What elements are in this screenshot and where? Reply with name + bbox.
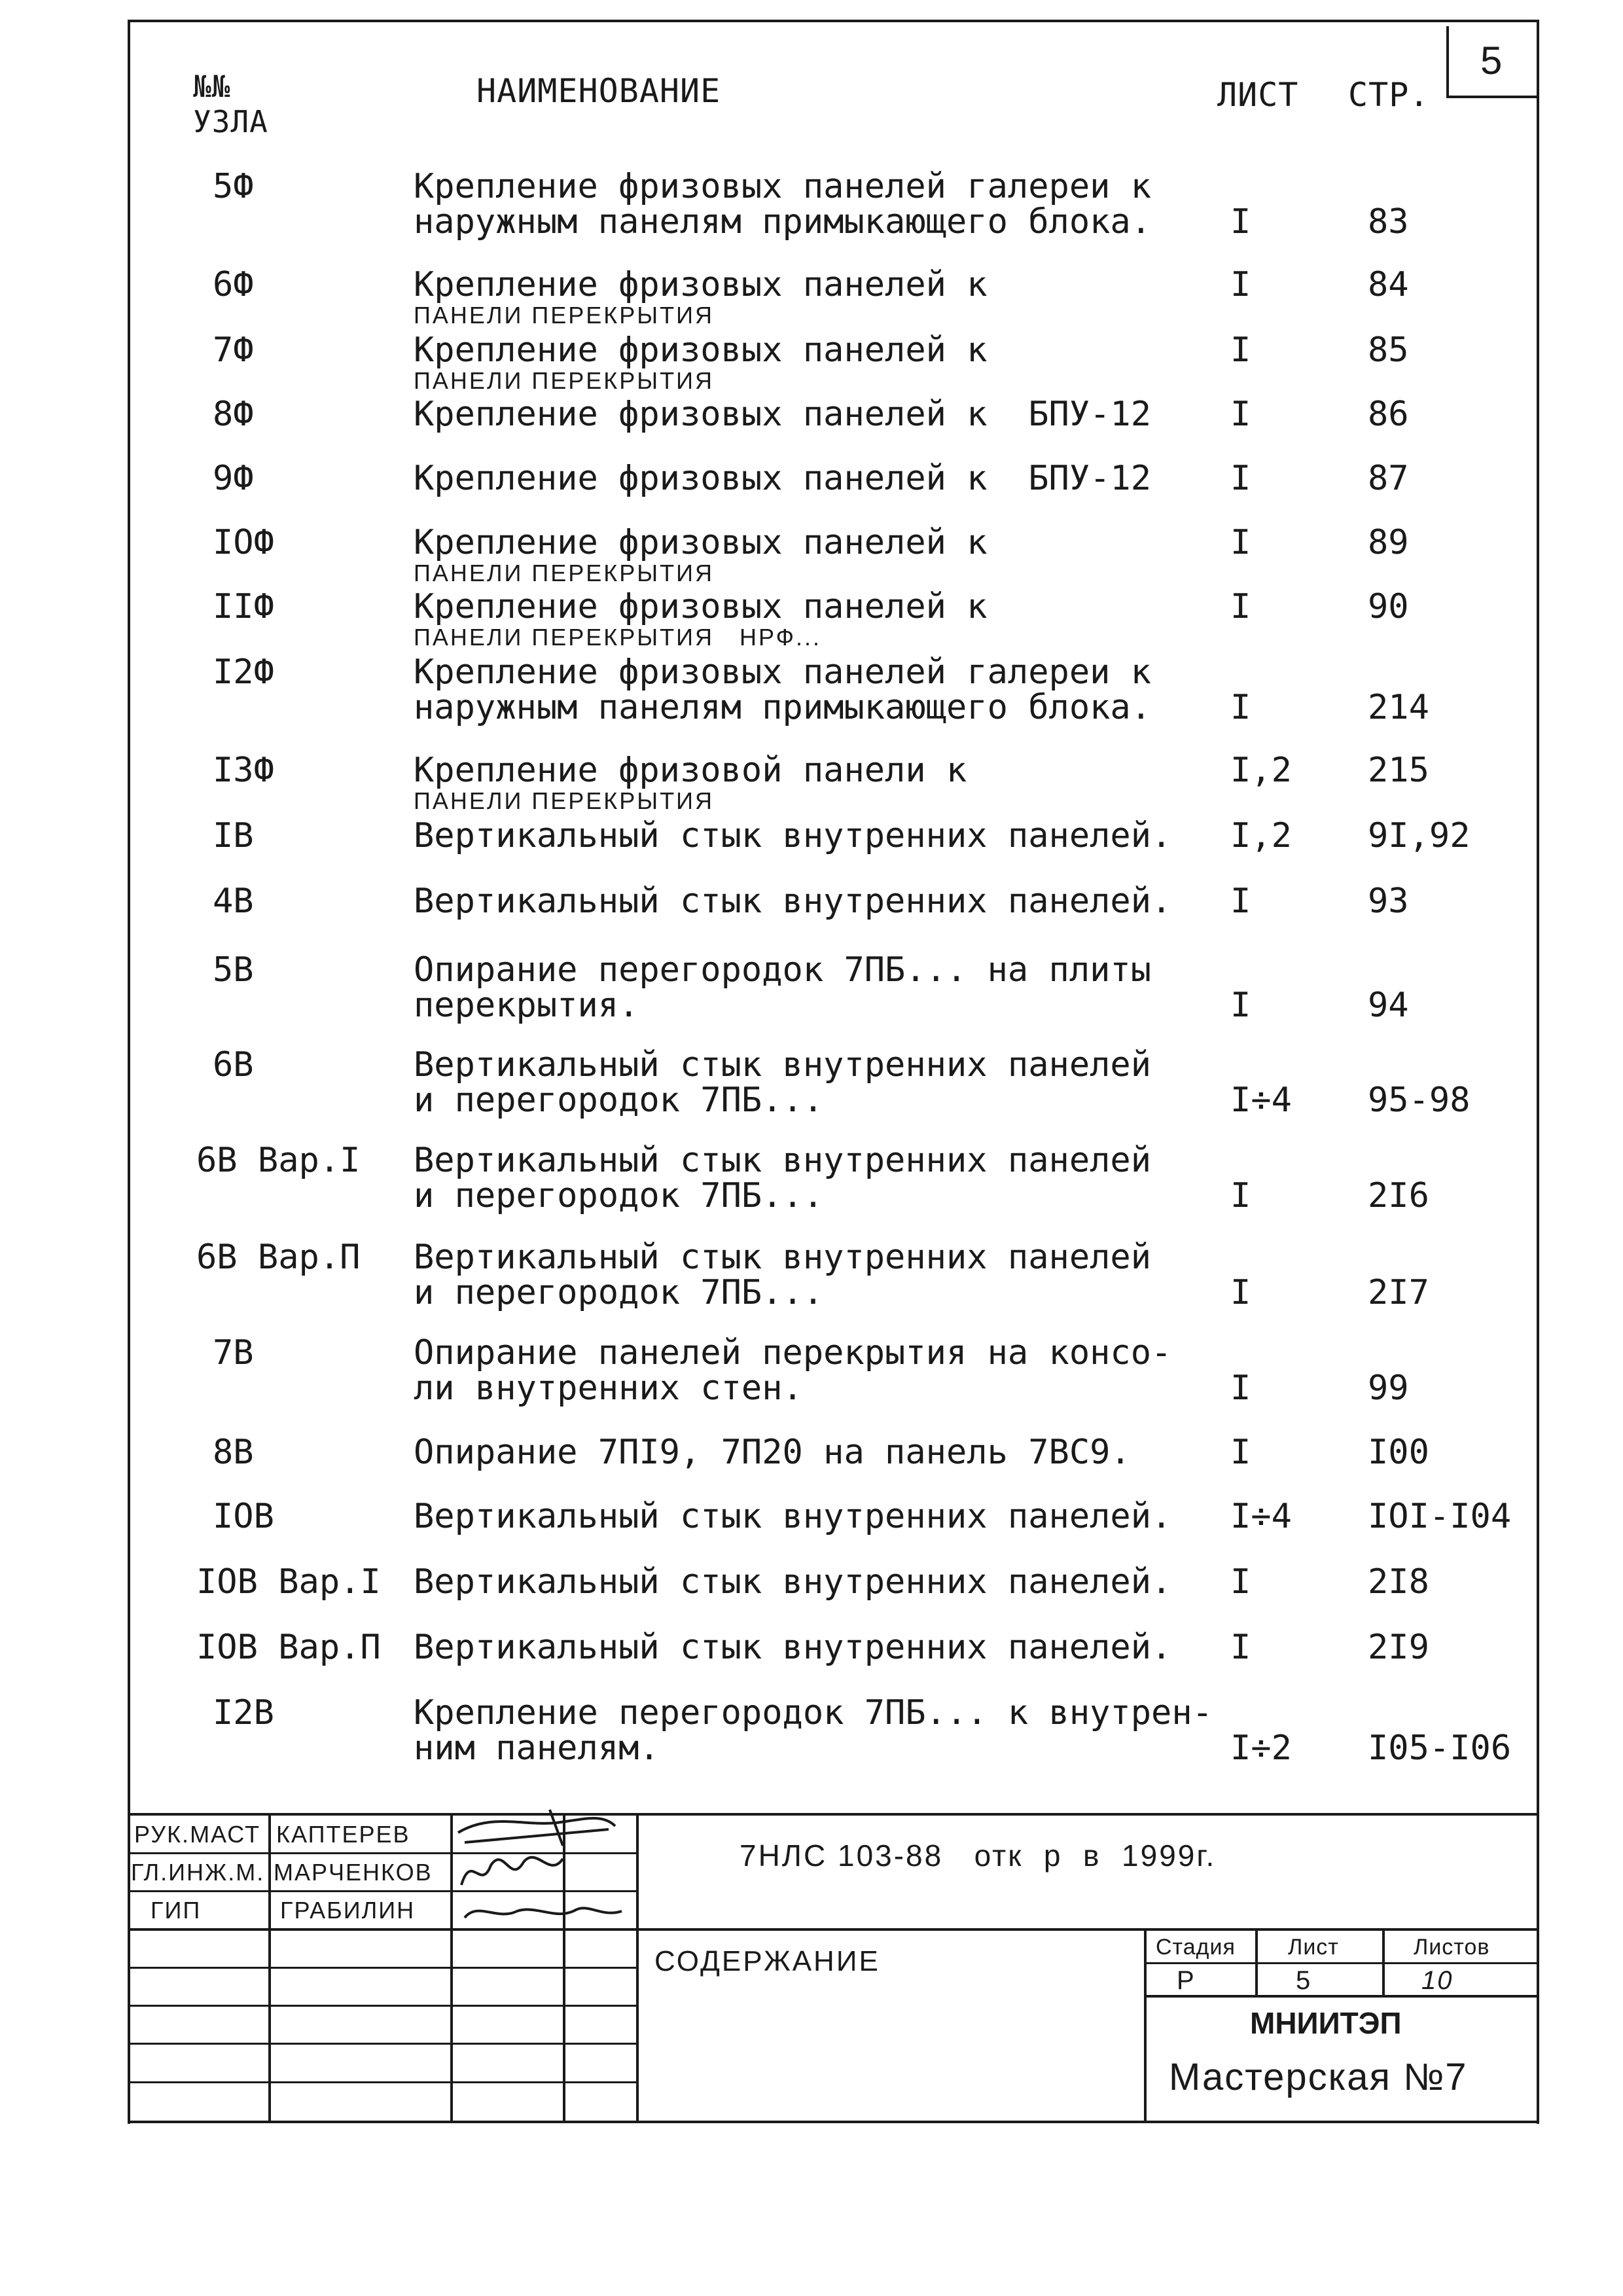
node-code: 6В Вар.I <box>196 1141 361 1180</box>
page-ref: 2I6 <box>1368 1176 1429 1215</box>
node-name-text: Вертикальный стык внутренних панелей и перегородок 7ПБ... <box>414 1045 1152 1120</box>
node-name <box>414 1335 1219 1406</box>
sheet-count: I <box>1230 1433 1251 1472</box>
node-code: 9Ф <box>213 459 254 498</box>
node-name-text: Крепление фризовых панелей галереи к наружным панелям примыкающего блока. <box>414 653 1152 727</box>
node-code: IОВ Вар.I <box>196 1562 381 1602</box>
header-node-number: №№ УЗЛА <box>193 69 268 139</box>
signature-1 <box>458 1810 615 1846</box>
node-name <box>414 525 1219 586</box>
page-number: 5 <box>1480 39 1505 82</box>
tb-row-line <box>128 2005 636 2007</box>
node-note: ПАНЕЛИ ПЕРЕКРЫТИЯ <box>414 367 715 394</box>
sheet-count: I <box>1230 587 1251 626</box>
node-code: 6В <box>213 1045 254 1085</box>
tb-stage-line <box>1144 1962 1537 1964</box>
sheet-count: I <box>1230 1176 1251 1215</box>
sheet-count: I <box>1230 202 1251 242</box>
page-ref: IOI-I04 <box>1368 1497 1512 1536</box>
table-row <box>0 655 1623 759</box>
table-row <box>0 1047 1623 1152</box>
organization-name: МНИИТЭП <box>1250 2006 1402 2040</box>
node-name-text: Опирание панелей перекрытия на консо- ли внутренних стен. <box>414 1333 1172 1408</box>
page-ref: 85 <box>1368 331 1409 370</box>
node-code: 7В <box>213 1333 254 1372</box>
node-name <box>414 397 1219 432</box>
sheets-value: 10 <box>1421 1966 1454 1995</box>
tb-name-3: ГРАБИЛИН <box>280 1897 416 1924</box>
node-name-text: Крепление фризовой панели к <box>414 751 967 790</box>
tb-name-2: МАРЧЕНКОВ <box>274 1859 433 1886</box>
tb-row-line <box>128 2081 636 2083</box>
sheet-count: I <box>1230 1628 1251 1667</box>
page-number-box <box>1446 26 1537 98</box>
sheet-count: I <box>1230 395 1251 434</box>
node-note: ПАНЕЛИ ПЕРЕКРЫТИЯ НРФ... <box>414 624 822 651</box>
node-name <box>414 169 1219 240</box>
page-ref: 86 <box>1368 395 1409 434</box>
node-name-text: Крепление фризовых панелей к <box>414 265 988 304</box>
sheet-count: I <box>1230 265 1251 304</box>
node-code: 8Ф <box>213 395 254 434</box>
page-ref: 94 <box>1368 986 1409 1025</box>
node-code: IIФ <box>213 587 274 626</box>
node-code: IОВ Вар.П <box>196 1628 381 1667</box>
sheet-count: I <box>1230 882 1251 921</box>
node-code: 6В Вар.П <box>196 1238 361 1277</box>
tb-row-line <box>128 1928 1539 1931</box>
tb-stage-bottom <box>1144 1995 1537 1998</box>
frame-top-border <box>128 20 1539 22</box>
node-name <box>414 589 1219 651</box>
sheet-count: I÷4 <box>1230 1497 1292 1536</box>
node-code: I2Ф <box>213 653 274 692</box>
node-name <box>414 1695 1219 1766</box>
node-name <box>414 1143 1219 1213</box>
page-ref: I05-I06 <box>1368 1729 1512 1768</box>
node-name-text: Крепление перегородок 7ПБ... к внутрен- ним панелям. <box>414 1693 1213 1768</box>
node-name <box>414 655 1219 725</box>
sheet-count: I÷4 <box>1230 1081 1292 1120</box>
workshop-name: Мастерская №7 <box>1169 2056 1468 2098</box>
node-name <box>414 332 1219 394</box>
signature-3 <box>465 1908 622 1918</box>
tb-role-3: ГИП <box>151 1897 202 1924</box>
document-code: 7НЛС 103-88 отк р в 1999г. <box>740 1839 1217 1873</box>
tb-vline-right <box>1144 1928 1147 2121</box>
node-name <box>414 1630 1219 1665</box>
sheet-count: I,2 <box>1230 816 1292 855</box>
signatures <box>452 1806 648 1931</box>
header-sheet: ЛИСТ <box>1217 76 1299 114</box>
table-row <box>0 1335 1623 1440</box>
header-page: СТР. <box>1348 76 1430 114</box>
sheet-count: I <box>1230 688 1251 727</box>
node-name <box>414 1047 1219 1118</box>
node-note: ПАНЕЛИ ПЕРЕКРЫТИЯ <box>414 560 715 586</box>
stage-value: Р <box>1177 1966 1196 1995</box>
node-name-text: Вертикальный стык внутренних панелей. <box>414 1628 1172 1667</box>
node-code: IОФ <box>213 523 274 562</box>
stage-label: Стадия <box>1156 1935 1236 1960</box>
node-code: 4В <box>213 882 254 921</box>
node-note: ПАНЕЛИ ПЕРЕКРЫТИЯ <box>414 787 715 814</box>
node-name <box>414 1564 1219 1600</box>
node-code: 6Ф <box>213 265 254 304</box>
node-name-text: Крепление фризовых панелей к БПУ-12 <box>414 395 1152 434</box>
node-name-text: Вертикальный стык внутренних панелей. <box>414 816 1172 855</box>
page-ref: 215 <box>1368 751 1429 790</box>
tb-role-1: РУК.МАСТ <box>134 1821 261 1848</box>
table-row <box>0 169 1623 274</box>
node-name <box>414 267 1219 329</box>
page-ref: 9I,92 <box>1368 816 1471 855</box>
page-ref: I00 <box>1368 1433 1429 1472</box>
node-name-text: Опирание перегородок 7ПБ... на плиты перекрытия. <box>414 950 1152 1025</box>
node-code: IОВ <box>213 1497 274 1536</box>
node-name <box>414 952 1219 1023</box>
page-ref: 89 <box>1368 523 1409 562</box>
sheets-label: Листов <box>1414 1935 1490 1960</box>
tb-name-1: КАПТЕРЕВ <box>276 1821 410 1848</box>
page-ref: 99 <box>1368 1369 1409 1408</box>
node-name <box>414 1499 1219 1534</box>
page-ref: 2I9 <box>1368 1628 1429 1667</box>
page-ref: 93 <box>1368 882 1409 921</box>
node-name-text: Крепление фризовых панелей к <box>414 331 988 370</box>
sheet-count: I,2 <box>1230 751 1292 790</box>
node-code: 5В <box>213 950 254 990</box>
node-name-text: Вертикальный стык внутренних панелей и перегородок 7ПБ... <box>414 1238 1152 1312</box>
sheet-label: Лист <box>1288 1935 1339 1960</box>
document-title: СОДЕРЖАНИЕ <box>654 1945 880 1977</box>
node-code: 8В <box>213 1433 254 1472</box>
node-name <box>414 1435 1219 1470</box>
page-ref: 83 <box>1368 202 1409 242</box>
node-code: I2В <box>213 1693 274 1732</box>
node-name-text: Вертикальный стык внутренних панелей. <box>414 1497 1172 1536</box>
sheet-count: I <box>1230 331 1251 370</box>
node-note: ПАНЕЛИ ПЕРЕКРЫТИЯ <box>414 302 715 329</box>
node-name-text: Вертикальный стык внутренних панелей. <box>414 882 1172 921</box>
header-name: НАИМЕНОВАНИЕ <box>476 72 721 110</box>
node-name <box>414 753 1219 814</box>
sheet-value: 5 <box>1296 1966 1312 1995</box>
page-ref: 84 <box>1368 265 1409 304</box>
node-name-text: Крепление фризовых панелей к <box>414 523 988 562</box>
node-name-text: Вертикальный стык внутренних панелей. <box>414 1562 1172 1602</box>
page-ref: 214 <box>1368 688 1429 727</box>
sheet-count: I <box>1230 523 1251 562</box>
node-name-text: Вертикальный стык внутренних панелей и перегородок 7ПБ... <box>414 1141 1152 1215</box>
node-code: IВ <box>213 816 254 855</box>
sheet-count: I <box>1230 459 1251 498</box>
node-name <box>414 1240 1219 1310</box>
page-ref: 2I8 <box>1368 1562 1429 1602</box>
node-name-text: Крепление фризовых панелей к БПУ-12 <box>414 459 1152 498</box>
signature-2 <box>461 1857 563 1885</box>
tb-row-line <box>128 2043 636 2045</box>
node-code: 7Ф <box>213 331 254 370</box>
table-row <box>0 1240 1623 1344</box>
sheet-count: I÷2 <box>1230 1729 1292 1768</box>
tb-role-2: ГЛ.ИНЖ.М. <box>131 1859 265 1886</box>
titleblock-top-line <box>128 1813 1539 1816</box>
table-row <box>0 952 1623 1057</box>
tb-row-line <box>128 1967 636 1969</box>
node-name-text: Крепление фризовых панелей к <box>414 587 988 626</box>
page-ref: 90 <box>1368 587 1409 626</box>
table-row <box>0 1695 1623 1800</box>
page-ref: 2I7 <box>1368 1273 1429 1312</box>
node-code: I3Ф <box>213 751 274 790</box>
node-name-text: Опирание 7ПI9, 7П20 на панель 7ВС9. <box>414 1433 1131 1472</box>
node-name <box>414 818 1219 853</box>
sheet-count: I <box>1230 1273 1251 1312</box>
page-ref: 87 <box>1368 459 1409 498</box>
sheet-count: I <box>1230 1562 1251 1602</box>
node-name <box>414 461 1219 496</box>
table-row <box>0 1143 1623 1247</box>
sheet-count: I <box>1230 1369 1251 1408</box>
page-ref: 95-98 <box>1368 1081 1471 1120</box>
titleblock-bottom-line <box>128 2121 1539 2123</box>
node-name-text: Крепление фризовых панелей галереи к наружным панелям примыкающего блока. <box>414 167 1152 242</box>
sheet-count: I <box>1230 986 1251 1025</box>
node-name <box>414 884 1219 919</box>
node-code: 5Ф <box>213 167 254 206</box>
